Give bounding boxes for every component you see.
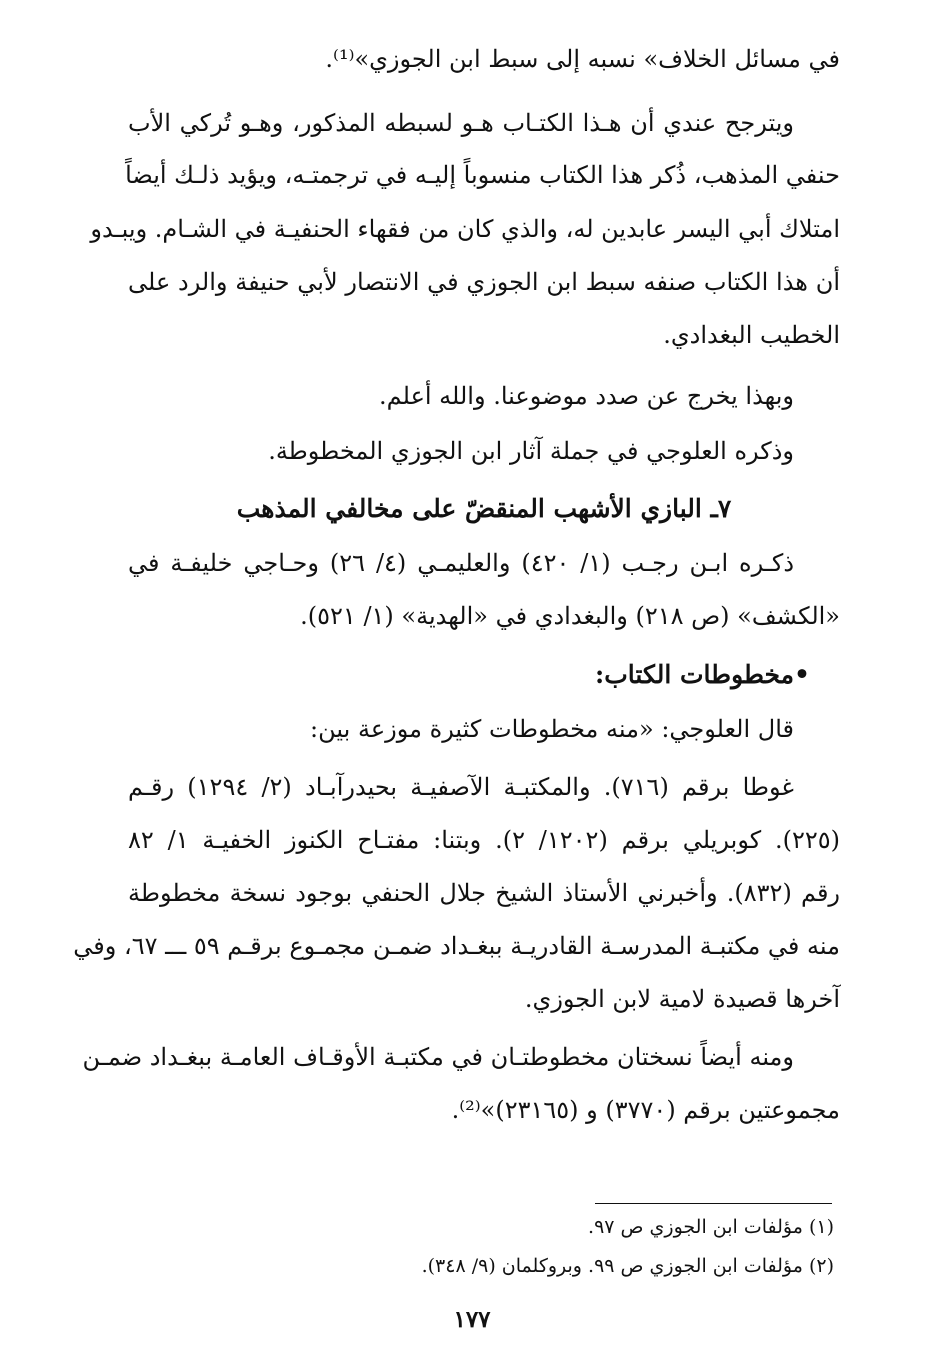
text-line: ويترجح عندي أن هـذا الكتـاب هـو لسبطه المذكور، وهـو تُركي الأب — [128, 109, 795, 137]
footnote: (١) مؤلفات ابن الجوزي ص ٩٧. — [588, 1216, 834, 1238]
section-heading: ٧ـ البازي الأشهب المنقضّ على مخالفي المذهب — [236, 494, 732, 523]
text-line: أن هذا الكتاب صنفه سبط ابن الجوزي في الانتصار لأبي حنيفة والرد على — [128, 268, 840, 296]
text-line: رقم (٨٣٢). وأخبرني الأستاذ الشيخ جلال الحنفي بوجود نسخة مخطوطة — [128, 879, 841, 907]
text-line: ومنه أيضاً نسختان مخطوطتـان في مكتبـة الأوقـاف العامـة ببغـداد ضمـن — [82, 1043, 794, 1071]
text-line: غوطا برقم (٧١٦). والمكتبـة الآصفيـة بحيدرآبـاد (٢/ ١٢٩٤) رقـم — [128, 773, 794, 801]
text-line: حنفي المذهب، ذُكر هذا الكتاب منسوباً إليـه في ترجمتـه، ويؤيد ذلـك أيضاً — [125, 161, 840, 189]
manuscripts-heading: •مخطوطات الكتاب: — [595, 660, 810, 689]
text-line: وذكره العلوجي في جملة آثار ابن الجوزي المخطوطة. — [268, 437, 794, 465]
page-number: ١٧٧ — [453, 1306, 491, 1333]
text-line: وبهذا يخرج عن صدد موضوعنا. والله أعلم. — [379, 382, 794, 410]
text-line: منه في مكتبـة المدرسـة القادريـة ببغـداد ضمـن مجمـوع برقـم ٥٩ ـــ ٦٧، وفي — [73, 932, 840, 960]
text-line: امتلاك أبي اليسر عابدين له، والذي كان من فقهاء الحنفيـة في الشـام. ويبـدو — [90, 215, 840, 243]
text-line: «الكشف» (ص ٢١٨) والبغدادي في «الهدية» (١/ ٥٢١). — [300, 602, 840, 630]
text-line: في مسائل الخلاف» نسبه إلى سبط ابن الجوزي»⁽¹⁾. — [325, 45, 840, 73]
text-line: ذكـره ابـن رجـب (١/ ٤٢٠) والعليمـي (٤/ ٢٦) وحـاجي خليفـة في — [128, 549, 795, 577]
footnote: (٢) مؤلفات ابن الجوزي ص ٩٩. وبروكلمان (٩/ ٣٤٨). — [421, 1255, 834, 1277]
footnote-divider — [595, 1203, 832, 1204]
text-line: مجموعتين برقم (٣٧٧٠) و (٢٣١٦٥)»⁽²⁾. — [451, 1096, 840, 1124]
text-line: قال العلوجي: «منه مخطوطات كثيرة موزعة بين: — [310, 715, 794, 743]
text-line: الخطيب البغدادي. — [663, 321, 840, 349]
text-line: آخرها قصيدة لامية لابن الجوزي. — [524, 985, 840, 1013]
text-line: (٢٢٥). كوبريلي برقم (١٢٠٢/ ٢). وبتنا: مفتـاح الكنوز الخفيـة ١/ ٨٢ — [128, 826, 841, 854]
